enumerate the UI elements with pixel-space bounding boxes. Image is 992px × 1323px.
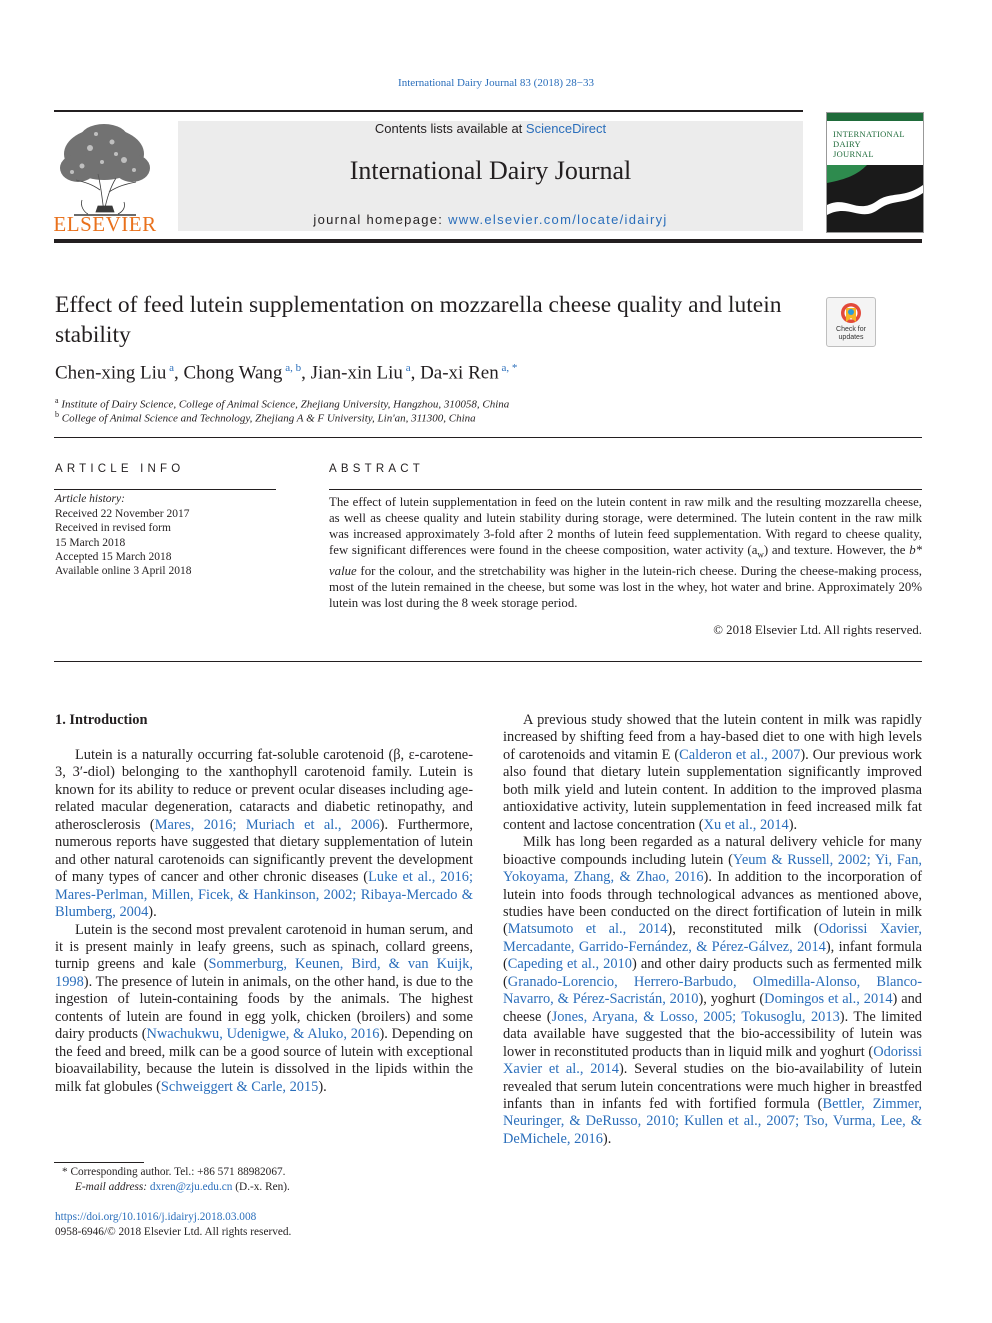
journal-cover-thumbnail[interactable]	[826, 112, 924, 233]
abstract-italic-term: b* value	[329, 543, 922, 578]
doi-link-text[interactable]: https://doi.org/10.1016/j.idairyj.2018.03.008	[55, 1211, 257, 1223]
affiliation-a	[55, 396, 509, 411]
issn-copyright: 0958-6946/© 2018 Elsevier Ltd. All rights reserved.	[55, 1226, 292, 1238]
reference-link[interactable]: Capeding et al., 2010	[507, 956, 632, 973]
sciencedirect-link[interactable]: ScienceDirect	[525, 121, 607, 136]
paragraph	[503, 712, 922, 834]
history-accepted: Accepted 15 March 2018	[55, 551, 172, 563]
author-list: Chen-xing Liu $^a$, Chong Wang $^{a, b}$, Jian-xin Liu $^a$, Da-xi Ren $^{a, *}$	[55, 362, 518, 384]
email-suffix: (D.-x. Ren).	[232, 1181, 290, 1193]
abstract-text: The effect of lutein supplementation in feed on the lutein content in raw milk and the resulting mozzarella cheese, as well as cheese quality and lutein stability during storage, were determined. The lutein content in the raw milk was increased approximately 3-fold after 2 months of lutein feed supplementation. With regard to cheese quality, few significant differences were found in the cheese composition, water activity (a	[329, 495, 922, 557]
abstract-text: ) and texture. However, the	[763, 543, 910, 557]
contents-prefix: Contents lists available at	[374, 121, 526, 136]
body-text: A previous study showed that the lutein content in milk was rapidly increased by shifting feed from a hay-based diet to one with high levels of carotenoids and vitamin E (	[503, 712, 922, 763]
body-text: ) and cheese (	[503, 991, 922, 1025]
author-name[interactable]: Chong Wang	[183, 362, 283, 384]
reference-link[interactable]: Xu et al., 2014	[703, 816, 789, 833]
reference-link[interactable]: Sommerburg, Keunen, Bird, & van Kuijk, 1998	[55, 956, 473, 990]
body-text: ), reconstituted milk (	[667, 921, 819, 938]
author-name[interactable]: Chen-xing Liu	[55, 362, 167, 384]
email-note	[75, 1181, 290, 1193]
doi-link[interactable]	[55, 1211, 256, 1223]
affiliation-text: Institute of Dairy Science, College of Animal Science, Zhejiang University, Hangzhou, 310058, China	[61, 398, 510, 411]
body-text: ), yoghurt (	[698, 991, 765, 1008]
reference-link[interactable]: Matsumoto et al., 2014	[507, 921, 668, 938]
body-text: ).	[788, 816, 798, 833]
email-link[interactable]: dxren@zju.edu.cn	[149, 1181, 233, 1193]
reference-link[interactable]: Domingos et al., 2014	[764, 991, 893, 1008]
author-name[interactable]: Jian-xin Liu	[310, 362, 403, 384]
reference-link[interactable]: Yeum & Russell, 2002; Yi, Fan, Yokoyama, Zhang, & Zhao, 2016	[503, 851, 922, 886]
abstract-subscript: w	[757, 549, 764, 560]
cover-artwork	[827, 165, 923, 232]
reference-link[interactable]: Jones, Aryana, & Losso, 2005; Tokusoglu, 2013	[551, 1008, 840, 1025]
homepage-prefix: journal homepage:	[313, 212, 449, 227]
reference-link[interactable]: Calderon et al., 2007	[679, 746, 801, 763]
reference-link[interactable]: Schweiggert & Carle, 2015	[160, 1078, 319, 1095]
body-text: ). The presence of lutein in animals, on the other hand, is due to the ingestion of lutein-containing foods by the animals. The highest contents of lutein are found in egg yolk, chicken (broilers) and some dairy products (	[55, 973, 473, 1043]
history-online: Available online 3 April 2018	[55, 565, 192, 577]
journal-homepage-link[interactable]: www.elsevier.com/locate/idairyj	[448, 212, 668, 227]
body-text: ). The limited data available have suggested that the bio-accessibility of lutein was lower in reconstituted products than in liquid milk and yoghurt (	[503, 1008, 922, 1060]
check-for-updates-button[interactable]	[826, 297, 876, 347]
journal-name: International Dairy Journal	[349, 156, 632, 185]
reference-link[interactable]: Bettler, Zimmer, Neuringer, & DeRusso, 2010; Kullen et al., 2007; Tso, Vurma, Lee, & DeMichele, 2016	[503, 1095, 923, 1147]
reference-link[interactable]: Granado-Lorencio, Herrero-Barbudo, Olmedilla-Alonso, Blanco-Navarro, & Pérez-Sacristán, 2010	[503, 973, 922, 1008]
reference-link[interactable]: Luke et al., 2016; Mares-Perlman, Millen, Ficek, & Hankinson, 2002; Ribaya-Mercado & Blumberg, 2004	[55, 869, 474, 921]
body-text: Milk has long been regarded as a natural delivery vehicle for many bioactive compounds including lutein (	[503, 834, 922, 868]
divider	[54, 661, 922, 662]
author-affiliation-marker[interactable]: a, b	[285, 362, 302, 374]
reference-link[interactable]: Odorissi Xavier et al., 2014	[503, 1043, 922, 1078]
body-text: ). Furthermore, numerous reports have suggested that dietary supplementation of lutein and other natural carotenoids can significantly prevent the development of many types of cancer and other chronic diseases (	[55, 816, 474, 886]
body-text: Lutein is a naturally occurring fat-soluble carotenoid (β, ε-carotene-3, 3′-diol) belonging to the xanthophyll carotenoid family. Lutein is known for its ability to reduce or prevent ocular diseases including age-related macular degeneration, cataracts and diabetic retinopathy, and atherosclerosis (	[55, 747, 473, 833]
affiliation-marker: b	[55, 410, 59, 419]
reference-link[interactable]: Mares, 2016; Muriach et al., 2006	[154, 816, 380, 833]
contents-available-line	[178, 121, 803, 136]
cover-title: INTERNATIONAL DAIRY JOURNAL	[833, 129, 905, 159]
body-text: ). In addition to the incorporation of lutein into foods through technological advances as mentioned above, studies have been conducted on the direct fortification of lutein in milk (	[503, 869, 922, 938]
elsevier-wordmark: ELSEVIER	[53, 212, 157, 236]
email-label: E-mail address:	[75, 1181, 150, 1193]
article-history-label: Article history:	[55, 493, 125, 505]
author-affiliation-marker[interactable]: a	[169, 362, 174, 374]
footnote-rule	[54, 1162, 144, 1163]
body-text: ). Depending on the feed and breed, milk can be a good source of lutein with exceptional bioavailability, because the lutein is dissolved in the lipids within the milk fat globules (	[55, 1026, 473, 1095]
author-affiliation-marker[interactable]: a	[405, 362, 411, 374]
paragraph	[503, 834, 922, 1148]
abstract-body	[329, 494, 922, 611]
paragraph	[55, 747, 473, 922]
history-revised-date: 15 March 2018	[55, 537, 126, 549]
body-text: ) and other dairy products such as fermented milk (	[503, 956, 922, 990]
reference-link[interactable]: Nwachukwu, Udenigwe, & Aluko, 2016	[146, 1026, 380, 1043]
abstract-text: for the colour, and the stretchability was higher in the lutein-rich cheese. During the cheese-making process, most of the lutein remained in the cheese, but some was lost in the whey, hot water and brine. Approximately 20% lutein was lost during the 8 week storage period.	[329, 563, 922, 610]
body-text: ). Several studies on the bio-availability of lutein revealed that serum lutein concentrations were much higher in breastfed infants than in infants fed with fortified formula (	[503, 1061, 922, 1112]
paragraph	[55, 922, 473, 1097]
body-right-column	[503, 712, 922, 1148]
history-received: Received 22 November 2017	[55, 508, 190, 520]
body-text: Lutein is the second most prevalent carotenoid in human serum, and it is present mainly in leafy greens, such as spinach, collard greens, turnip greens and kale (	[55, 921, 473, 973]
reference-link[interactable]: Odorissi Xavier, Mercadante, Garrido-Fernández, & Pérez-Gálvez, 2014	[503, 921, 922, 955]
abstract-copyright: © 2018 Elsevier Ltd. All rights reserved.	[713, 623, 922, 637]
body-left-column	[55, 747, 473, 1096]
divider	[54, 437, 922, 438]
header-rule-bottom	[54, 239, 922, 243]
cover-top-band	[827, 113, 923, 121]
check-for-updates-label: Check for updates	[836, 326, 866, 341]
author-affiliation-marker[interactable]: a, *	[501, 362, 518, 374]
body-text: ).	[318, 1078, 327, 1095]
affiliation-b	[55, 410, 476, 425]
author-name[interactable]: Da-xi Ren	[420, 362, 499, 384]
corresponding-author-note: * Corresponding author. Tel.: +86 571 88982067.	[62, 1166, 286, 1178]
affiliation-text: College of Animal Science and Technology, Zhejiang A & F University, Lin'an, 311300, China	[61, 412, 476, 425]
body-text: ). Our previous work also found that dietary lutein supplementation significantly improved both milk yield and lutein content. In addition to the improved plasma antioxidative activity, lutein supplementation in feed increased milk fat content and lactose concentration (	[503, 746, 923, 833]
journal-citation[interactable]: International Dairy Journal 83 (2018) 28−33	[398, 77, 594, 89]
abstract-rule	[329, 489, 922, 490]
header-rule-top	[54, 110, 803, 112]
abstract-heading: ABSTRACT	[329, 463, 424, 475]
affiliation-marker: a	[55, 396, 59, 405]
journal-homepage-line	[178, 212, 803, 227]
body-text: ).	[148, 904, 157, 921]
crossmark-icon	[840, 302, 862, 326]
body-text: ), infant formula (	[503, 938, 922, 973]
body-text: ).	[602, 1130, 612, 1147]
article-title: Effect of feed lutein supplementation on mozzarella cheese quality and lutein stability	[55, 292, 782, 348]
history-revised: Received in revised form	[55, 522, 171, 534]
article-info-heading: ARTICLE INFO	[55, 463, 185, 475]
section-heading-introduction: 1. Introduction	[55, 712, 148, 728]
article-info-rule	[54, 489, 276, 490]
